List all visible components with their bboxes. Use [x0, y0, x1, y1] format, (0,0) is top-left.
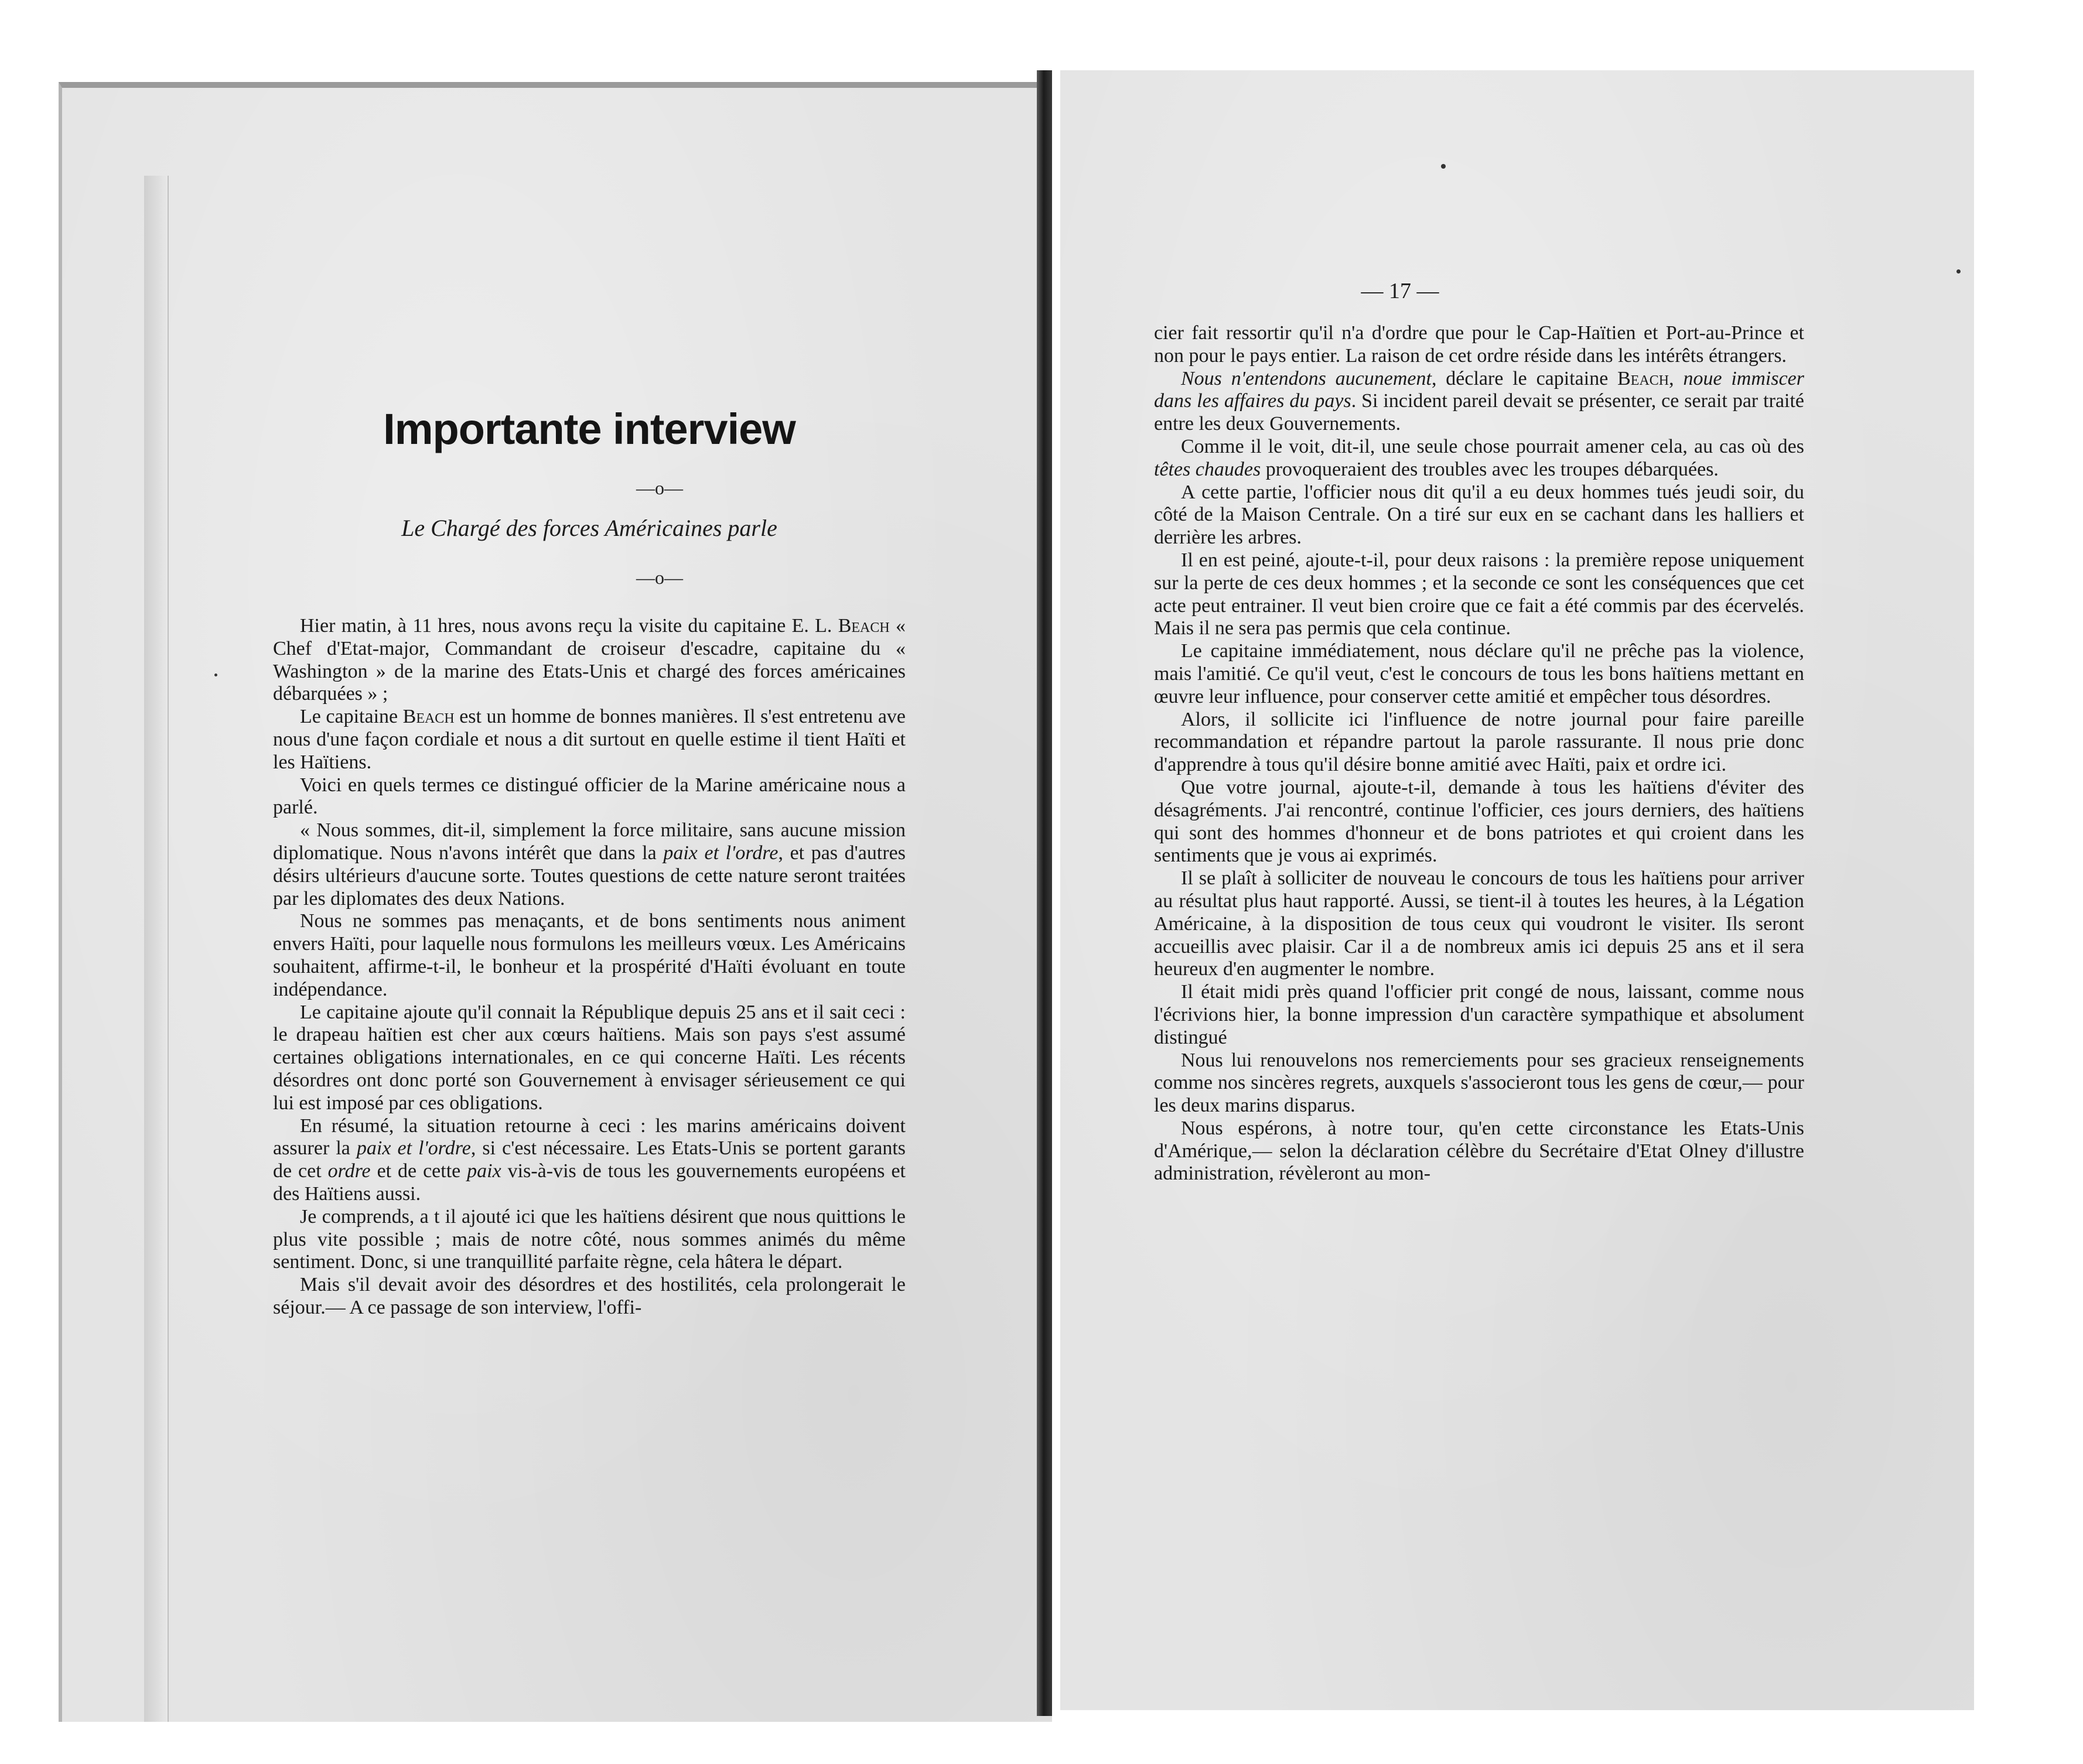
article-paragraph: En résumé, la situation retourne à ceci : les marins américains doivent assurer la paix et l'ordre, si c'est nécessaire. Les Etats-Unis se portent garants de cet ordre et de cette paix vis-à-vis de tous les gouvernements européens et des Haïtiens aussi.: [273, 1115, 906, 1205]
italic-phrase: paix et l'ordre: [663, 842, 778, 864]
left-page: [59, 82, 1052, 1722]
article-paragraph: A cette partie, l'officier nous dit qu'il a eu deux hommes tués jeudi soir, du côté de la Maison Centrale. On a tiré sur eux en se cachant dans les halliers et derrière les arbres.: [1154, 481, 1804, 549]
italic-phrase: têtes chaudes: [1154, 458, 1261, 480]
article-paragraph: Le capitaine immédiatement, nous déclare qu'il ne prêche pas la violence, mais l'amitié. Ce qu'il veut, c'est le concours de tous les bons haïtiens mettant en œuvre leur influence, pour conserver cette amitié et empêcher tous désordres.: [1154, 640, 1804, 707]
article-paragraph: Que votre journal, ajoute-t-il, demande à tous les haïtiens d'éviter des désagréments. J'ai rencontré, continue l'officier, ces jours derniers, des haïtiens qui sont des hommes d'honneur et de bons patriotes et qui croient dans les sentiments que je vous ai exprimés.: [1154, 776, 1804, 867]
ornament-divider: —o—: [636, 477, 683, 498]
article-paragraph: Voici en quels termes ce distingué officier de la Marine américaine nous a parlé.: [273, 774, 906, 819]
article-paragraph: Le capitaine Beach est un homme de bonnes manières. Il s'est entretenu ave nous d'une façon cordiale et nous a dit surtout en quelle estime il tient Haïti et les Haïtiens.: [273, 706, 906, 773]
article-paragraph: Alors, il sollicite ici l'influence de notre journal pour faire pareille recommandation et répandre partout la parole rassurante. Il nous prie donc d'apprendre à tous qu'il désire bonne amitié avec Haïti, paix et ordre ici.: [1154, 708, 1804, 776]
headline: Importante interview: [383, 405, 795, 453]
right-page: [1060, 70, 1974, 1710]
article-paragraph: cier fait ressortir qu'il n'a d'ordre que pour le Cap-Haïtien et Port-au-Prince et non pour le pays entier. La raison de cet ordre réside dans les intérêts étrangers.: [1154, 322, 1804, 367]
article-paragraph: Le capitaine ajoute qu'il connait la République depuis 25 ans et il sait ceci : le drapeau haïtien est cher aux cœurs haïtiens. Mais son pays s'est assumé certaines obligations internationales, en ce qui concerne Haïti. Les récents désordres ont donc porté son Gouvernement à envisager sérieusement ce qui lui est imposé par ces obligations.: [273, 1001, 906, 1114]
paper-speck: [1956, 269, 1961, 274]
page-number: — 17 —: [1361, 279, 1439, 303]
cover-edge: [144, 176, 169, 1722]
article-paragraph: « Nous sommes, dit-il, simplement la force militaire, sans aucune mission diplomatique. Nous n'avons intérêt que dans la paix et l'ordre, et pas d'autres désirs ultérieurs d'aucune sorte. Toutes questions de cette nature seront traitées par les diplomates des deux Nations.: [273, 819, 906, 910]
italic-phrase: paix et l'ordre: [356, 1137, 471, 1160]
italic-phrase: ordre: [327, 1160, 371, 1182]
article-paragraph: Hier matin, à 11 hres, nous avons reçu la visite du capitaine E. L. Beach « Chef d'Etat-major, Commandant de croiseur d'escadre, capitaine du « Washington » de la marine des Etats-Unis et chargé des forces américaines débarquées » ;: [273, 615, 906, 705]
article-paragraph: Il en est peiné, ajoute-t-il, pour deux raisons : la première repose uniquement sur la perte de ces deux hommes ; et la seconde ce sont les conséquences que cet acte peut entrainer. Il veut bien croire que ce fait a été commis par des écervelés. Mais il ne sera pas permis que cela continue.: [1154, 549, 1804, 640]
italic-phrase: noue immiscer dans les affaires du pays: [1154, 367, 1805, 412]
italic-phrase: Nous n'entendons aucunement: [1181, 367, 1432, 389]
left-article-body: [273, 615, 906, 1319]
article-paragraph: Nous lui renouvelons nos remerciements pour ses gracieux renseignements comme nos sincères regrets, auxquels s'associeront tous les gens de cœur,— pour les deux marins disparus.: [1154, 1049, 1804, 1117]
right-article-body: [1154, 322, 1804, 1185]
small-caps-name: Beach: [838, 615, 890, 637]
article-paragraph: Mais s'il devait avoir des désordres et des hostilités, cela prolongerait le séjour.— A ce passage de son interview, l'offi-: [273, 1274, 906, 1318]
article-paragraph: Nous espérons, à notre tour, qu'en cette circonstance les Etats-Unis d'Amérique,— selon la déclaration célèbre du Secrétaire d'Etat Olney d'illustre administration, révèleront au mon-: [1154, 1117, 1804, 1185]
small-caps-name: Beach: [402, 706, 455, 728]
article-paragraph: Nous ne sommes pas menaçants, et de bons sentiments nous animent envers Haïti, pour laquelle nous formulons les meilleurs vœux. Les Américains souhaitent, affirme-t-il, le bonheur et la prospérité d'Haïti évoluant en toute indépendance.: [273, 910, 906, 1000]
article-paragraph: Il se plaît à solliciter de nouveau le concours de tous les haïtiens pour arriver au résultat plus haut rapporté. Aussi, se tient-il à toutes les heures, à la Légation Américaine, à la disposition de tous ceux qui voudront le visiter. Ils seront accueillis avec plaisir. Car il a de nombreux amis ici depuis 25 ans et il sera heureux d'en augmenter le nombre.: [1154, 867, 1804, 980]
ornament-divider: —o—: [636, 567, 683, 588]
small-caps-name: Beach: [1617, 367, 1669, 389]
article-paragraph: Il était midi près quand l'officier prit congé de nous, laissant, comme nous l'écrivions hier, la bonne impression d'un caractère sympathique et absolument distingué: [1154, 981, 1804, 1048]
article-paragraph: Comme il le voit, dit-il, une seule chose pourrait amener cela, au cas où des têtes chaudes provoqueraient des troubles avec les troupes débarquées.: [1154, 435, 1804, 480]
paper-speck: [1441, 164, 1446, 169]
article-paragraph: Je comprends, a t il ajouté ici que les haïtiens désirent que nous quittions le plus vite possible ; mais de notre côté, nous sommes animés du même sentiment. Donc, si une tranquillité parfaite règne, cela hâtera le départ.: [273, 1205, 906, 1273]
article-paragraph: Nous n'entendons aucunement, déclare le capitaine Beach, noue immiscer dans les affaires du pays. Si incident pareil devait se présenter, ce serait par traité entre les deux Gouvernements.: [1154, 367, 1805, 435]
italic-phrase: paix: [467, 1160, 501, 1182]
paper-speck: [214, 674, 217, 676]
subheading: Le Chargé des forces Américaines parle: [401, 515, 777, 541]
book-spine: [1037, 70, 1052, 1716]
